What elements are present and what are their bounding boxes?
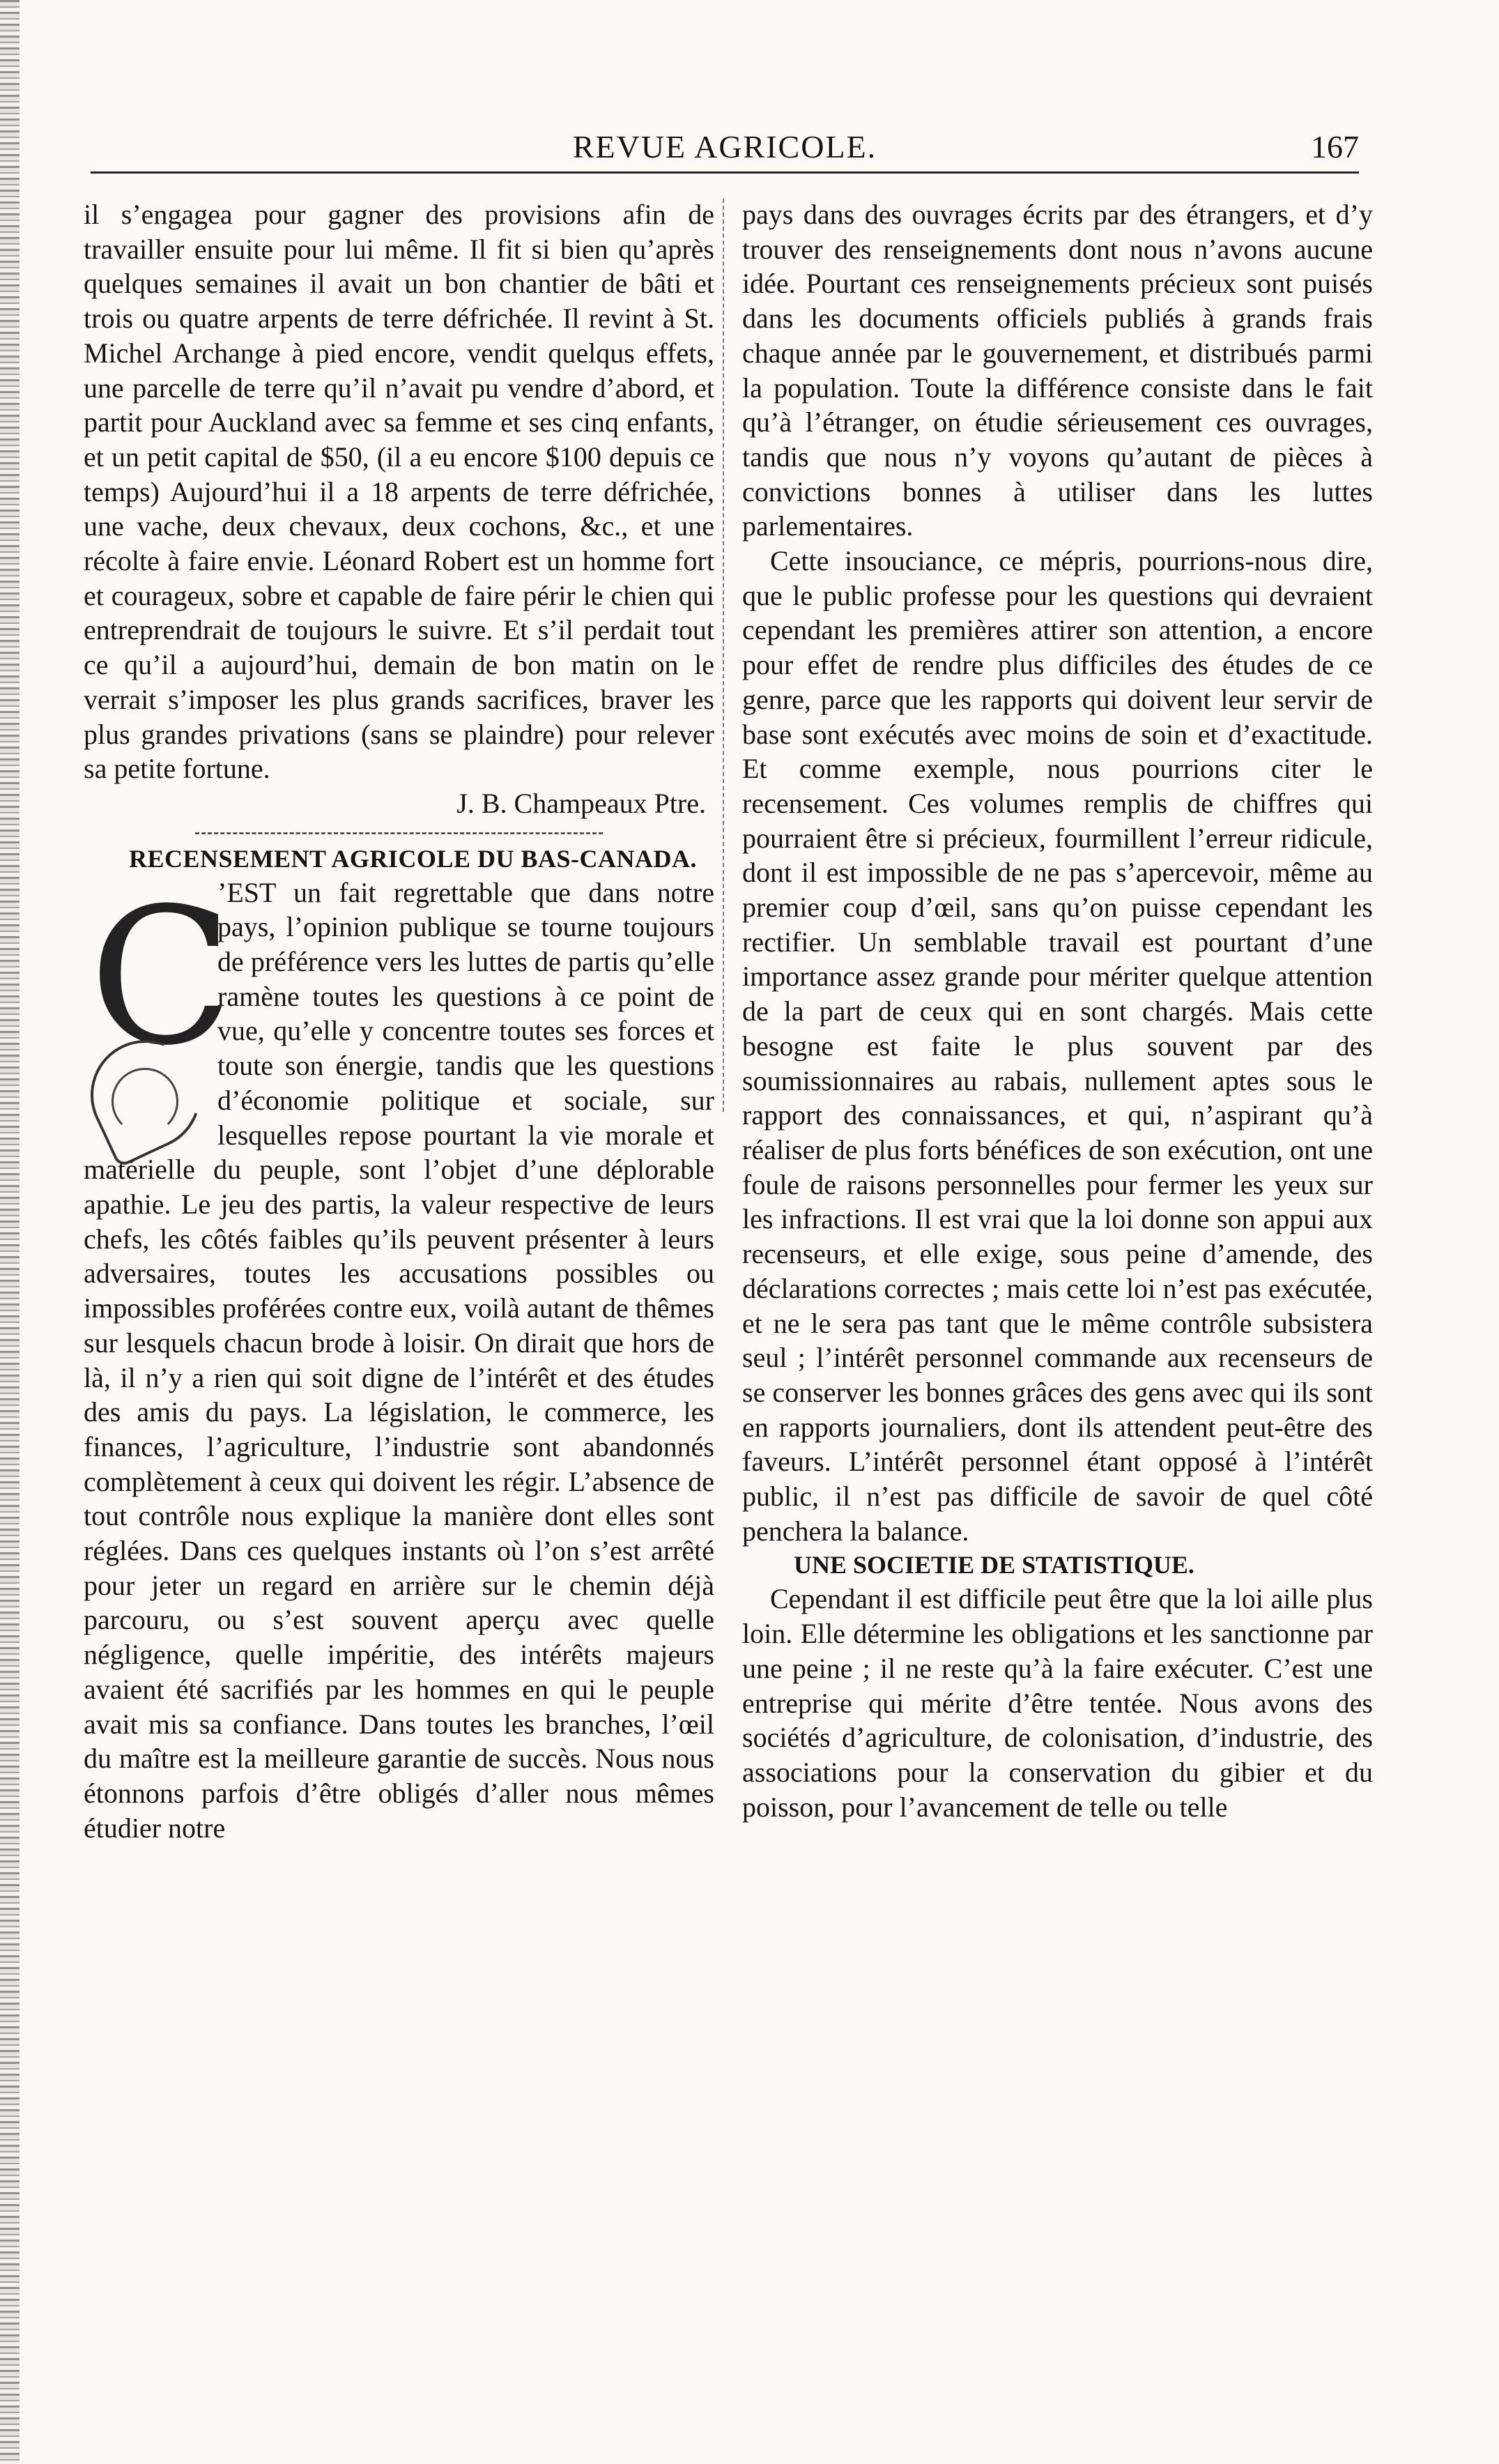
right-column: [742, 197, 1373, 2428]
signature: J. B. Champeaux Ptre.: [456, 787, 706, 819]
dropcap-letter: C: [89, 866, 233, 1087]
paragraph-recensement-intro: ’EST un fait regrettable que dans notre pays, l’opinion publique se tourne toujours de préférence vers les luttes de partis qu’elle ramène toutes les questions à ce point de vue, qu’elle y concentre toutes ses forces et toute son énergie, tandis que les questions d’économie politique et sociale, sur lesquelles repose pourtant la vie morale et matérielle du peuple, sont l’objet d’une déplorable apathie. Le jeu des partis, la valeur respective de leurs chefs, les côtés faibles qu’ils peuvent présenter à leurs adversaires, toutes les accusations possibles ou impossibles proférées contre eux, voilà autant de thêmes sur lesquels chacun brode à loisir. On dirait que hors de là, il n’y a rien qui soit digne de l’intérêt et des études des amis du pays. La législation, le commerce, les finances, l’agriculture, l’industrie sont abandonnés complètement à ceux qui doivent les régir. L’absence de tout contrôle nous explique la manière dont elles sont réglées. Dans ces quelques instants où l’on s’est arrêté pour jeter un regard en arrière sur le chemin déjà parcouru, ou s’est souvent aperçu avec quelle négligence, quelle impéritie, des intérêts majeurs avaient été sacrifiés par les hommes en qui le peuple avait mis sa confiance. Dans toutes les branches, l’œil du maître est la meilleure garantie de succès. Nous nous étonnons parfois d’être obligés d’aller nous mêmes étudier notre: [84, 876, 714, 1844]
page-binding-edge: [0, 0, 20, 2464]
section-heading-recensement: RECENSEMENT AGRICOLE DU BAS-CANADA.: [129, 844, 697, 873]
ornamental-dropcap: [84, 866, 233, 1151]
dropcap-swirl-icon: [112, 1068, 178, 1135]
column-divider: [723, 199, 724, 1112]
section-heading-statistique: UNE SOCIETIE DE STATISTIQUE.: [794, 1551, 1194, 1579]
left-column: [84, 197, 714, 2428]
paragraph-insouciance: Cette insouciance, ce mépris, pourrions-nous dire, que le public professe pour les questions qui devraient cependant les premières attirer son attention, a encore pour effet de rendre plus difficiles des études de ce genre, parce que les rapports qui doivent leur servir de base sont exécutés avec moins de soin et d’exactitude. Et comme exemple, nous pourrions citer le recensement. Ces volumes remplis de chiffres qui pourraient être si précieux, fourmillent l’erreur ridicule, dont il est impossible de ne pas s’apercevoir, même au premier coup d’œil, sans qu’on puisse cependant les rectifier. Un semblable travail est pourtant d’une importance assez grande pour mériter quelque attention de la part de ceux qui en sont chargés. Mais cette besogne est faite le plus souvent par des soumissionnaires au rabais, nullement aptes sous le rapport des connaissances, et qui, n’aspirant qu’à réaliser de plus forts bénéfices de son exécution, ont une foule de raisons personnelles pour fermer les yeux sur les infractions. Il est vrai que la loi donne son appui aux recenseurs, et elle exige, sous peine d’amende, des déclarations correctes ; mais cette loi n’est pas exécutée, et ne le sera pas tant que le même contrôle subsistera seul ; l’intérêt personnel commande aux recenseurs de se conserver les bonnes grâces des gens avec qui ils sont en rapports journaliers, dont ils attendent peut-être des faveurs. L’intérêt personnel étant opposé à l’intérêt public, il n’est pas difficile de savoir de quel côté penchera la balance.: [742, 545, 1373, 1547]
journal-title: REVUE AGRICOLE.: [572, 129, 877, 164]
page-number: 167: [1311, 129, 1359, 164]
paragraph-continuation: il s’engagea pour gagner des provisions afin de travailler ensuite pour lui même. Il fit si bien qu’après quelques semaines il avait un bon chantier de bâti et trois ou quatre arpents de terre défrichée. Il revint à St. Michel Archange à pied encore, vendit quelqus effets, une parcelle de terre qu’il n’avait pu vendre d’abord, et partit pour Auckland avec sa femme et ses cinq enfants, et un petit capital de $50, (il a eu encore $100 depuis ce temps) Aujourd’hui il a 18 arpents de terre défrichée, une vache, deux chevaux, deux cochons, &c., et une récolte à faire envie. Léonard Robert est un homme fort et courageux, sobre et capable de faire périr le chien qui entreprendrait de toujours le suivre. Et s’il perdait tout ce qu’il a aujourd’hui, demain de bon matin on le verrait s’imposer les plus grands sacrifices, braver les plus grandes privations (sans se plaindre) pour relever sa petite fortune.: [84, 199, 714, 785]
section-divider: [84, 821, 714, 842]
paragraph-continuation-right: pays dans des ouvrages écrits par des étrangers, et d’y trouver des renseignements dont nous n’avons aucune idée. Pourtant ces renseignements précieux sont puisés dans les documents officiels publiés à grands frais chaque année par le gouvernement, et distribués parmi la population. Toute la différence consiste dans le fait qu’à l’étranger, on étudie sérieusement ces ouvrages, tandis que nous n’y voyons qu’autant de pièces à convictions bonnes à utiliser dans les luttes parlementaires.: [742, 199, 1373, 542]
paragraph-statistique: Cependant il est difficile peut être que la loi aille plus loin. Elle détermine les obligations et les sanctionne par une peine ; il ne reste qu’à la faire exécuter. C’est une entreprise qui mérite d’être tentée. Nous avons des sociétés d’agriculture, de colonisation, d’industrie, des associations pour la conservation du gibier et du poisson, pour l’avancement de telle ou telle: [742, 1583, 1373, 1823]
page-header: [91, 105, 1359, 174]
